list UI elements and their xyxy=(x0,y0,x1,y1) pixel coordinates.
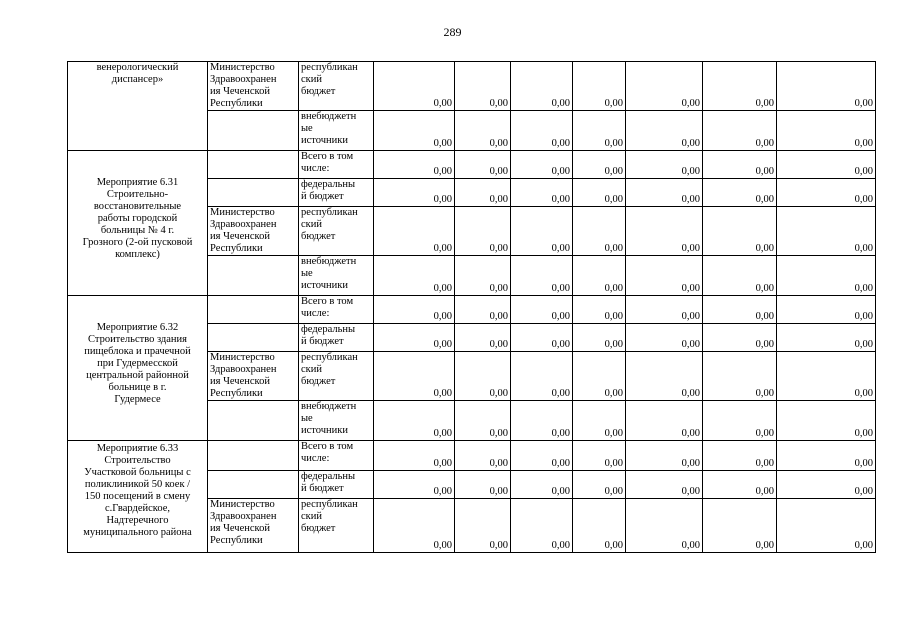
value-cell: 0,00 xyxy=(777,179,876,207)
value-cell: 0,00 xyxy=(374,111,455,151)
value-cell: 0,00 xyxy=(455,256,511,296)
funding-source-cell: республикан ский бюджет xyxy=(299,352,374,401)
budget-table xyxy=(67,61,876,553)
value-cell: 0,00 xyxy=(573,62,626,111)
value-cell: 0,00 xyxy=(703,62,777,111)
value-cell: 0,00 xyxy=(511,111,573,151)
value-cell: 0,00 xyxy=(455,441,511,471)
funding-source-cell: республикан ский бюджет xyxy=(299,499,374,553)
funding-source-cell: Всего в том числе: xyxy=(299,151,374,179)
value-cell: 0,00 xyxy=(455,151,511,179)
funding-source-cell: Всего в том числе: xyxy=(299,296,374,324)
funding-source-cell: внебюджетн ые источники xyxy=(299,401,374,441)
value-cell: 0,00 xyxy=(703,179,777,207)
table-row xyxy=(68,441,876,471)
event-cell: Мероприятие 6.32 Строительство здания пищеблока и прачечной при Гудермесской центральной районной больнице в г. Гудермесе xyxy=(68,296,208,441)
table-row xyxy=(68,151,876,179)
value-cell: 0,00 xyxy=(511,441,573,471)
value-cell: 0,00 xyxy=(511,324,573,352)
value-cell: 0,00 xyxy=(573,471,626,499)
value-cell: 0,00 xyxy=(777,499,876,553)
value-cell: 0,00 xyxy=(511,207,573,256)
value-cell: 0,00 xyxy=(573,401,626,441)
value-cell: 0,00 xyxy=(626,471,703,499)
value-cell: 0,00 xyxy=(455,62,511,111)
value-cell: 0,00 xyxy=(511,62,573,111)
value-cell: 0,00 xyxy=(573,179,626,207)
value-cell: 0,00 xyxy=(573,441,626,471)
value-cell: 0,00 xyxy=(573,499,626,553)
value-cell: 0,00 xyxy=(626,256,703,296)
value-cell: 0,00 xyxy=(374,352,455,401)
table-row xyxy=(68,296,876,324)
funding-source-cell: федеральны й бюджет xyxy=(299,324,374,352)
executor-cell xyxy=(208,179,299,207)
value-cell: 0,00 xyxy=(573,207,626,256)
value-cell: 0,00 xyxy=(511,256,573,296)
value-cell: 0,00 xyxy=(374,471,455,499)
value-cell: 0,00 xyxy=(703,296,777,324)
executor-cell xyxy=(208,471,299,499)
value-cell: 0,00 xyxy=(511,499,573,553)
value-cell: 0,00 xyxy=(374,62,455,111)
funding-source-cell: федеральны й бюджет xyxy=(299,179,374,207)
executor-cell xyxy=(208,441,299,471)
value-cell: 0,00 xyxy=(374,499,455,553)
value-cell: 0,00 xyxy=(626,499,703,553)
value-cell: 0,00 xyxy=(703,499,777,553)
value-cell: 0,00 xyxy=(511,401,573,441)
value-cell: 0,00 xyxy=(573,111,626,151)
value-cell: 0,00 xyxy=(626,62,703,111)
value-cell: 0,00 xyxy=(455,499,511,553)
executor-cell xyxy=(208,296,299,324)
event-cell: венерологический диспансер» xyxy=(68,62,208,151)
value-cell: 0,00 xyxy=(374,151,455,179)
table-body xyxy=(68,62,876,553)
value-cell: 0,00 xyxy=(703,441,777,471)
value-cell: 0,00 xyxy=(626,151,703,179)
value-cell: 0,00 xyxy=(455,471,511,499)
page-number: 289 xyxy=(443,25,462,39)
value-cell: 0,00 xyxy=(777,296,876,324)
funding-source-cell: внебюджетн ые источники xyxy=(299,111,374,151)
value-cell: 0,00 xyxy=(455,296,511,324)
value-cell: 0,00 xyxy=(511,352,573,401)
value-cell: 0,00 xyxy=(703,111,777,151)
value-cell: 0,00 xyxy=(511,296,573,324)
value-cell: 0,00 xyxy=(626,296,703,324)
value-cell: 0,00 xyxy=(374,179,455,207)
value-cell: 0,00 xyxy=(777,471,876,499)
value-cell: 0,00 xyxy=(777,111,876,151)
funding-source-cell: республикан ский бюджет xyxy=(299,62,374,111)
value-cell: 0,00 xyxy=(455,324,511,352)
value-cell: 0,00 xyxy=(455,179,511,207)
value-cell: 0,00 xyxy=(374,296,455,324)
value-cell: 0,00 xyxy=(626,207,703,256)
value-cell: 0,00 xyxy=(703,352,777,401)
value-cell: 0,00 xyxy=(374,441,455,471)
value-cell: 0,00 xyxy=(777,62,876,111)
executor-cell xyxy=(208,111,299,151)
value-cell: 0,00 xyxy=(573,352,626,401)
value-cell: 0,00 xyxy=(703,324,777,352)
value-cell: 0,00 xyxy=(511,471,573,499)
value-cell: 0,00 xyxy=(573,151,626,179)
value-cell: 0,00 xyxy=(573,296,626,324)
value-cell: 0,00 xyxy=(626,441,703,471)
funding-source-cell: Всего в том числе: xyxy=(299,441,374,471)
executor-cell xyxy=(208,256,299,296)
executor-cell: Министерство Здравоохранен ия Чеченской Республики xyxy=(208,207,299,256)
funding-source-cell: внебюджетн ые источники xyxy=(299,256,374,296)
value-cell: 0,00 xyxy=(626,179,703,207)
value-cell: 0,00 xyxy=(777,401,876,441)
executor-cell xyxy=(208,401,299,441)
value-cell: 0,00 xyxy=(703,151,777,179)
value-cell: 0,00 xyxy=(777,256,876,296)
executor-cell xyxy=(208,324,299,352)
executor-cell: Министерство Здравоохранен ия Чеченской Республики xyxy=(208,352,299,401)
value-cell: 0,00 xyxy=(703,401,777,441)
value-cell: 0,00 xyxy=(455,352,511,401)
funding-source-cell: республикан ский бюджет xyxy=(299,207,374,256)
value-cell: 0,00 xyxy=(455,207,511,256)
value-cell: 0,00 xyxy=(374,256,455,296)
executor-cell: Министерство Здравоохранен ия Чеченской Республики xyxy=(208,62,299,111)
value-cell: 0,00 xyxy=(455,111,511,151)
value-cell: 0,00 xyxy=(777,151,876,179)
value-cell: 0,00 xyxy=(703,207,777,256)
table-row xyxy=(68,62,876,111)
value-cell: 0,00 xyxy=(511,151,573,179)
value-cell: 0,00 xyxy=(374,324,455,352)
value-cell: 0,00 xyxy=(626,324,703,352)
value-cell: 0,00 xyxy=(777,352,876,401)
value-cell: 0,00 xyxy=(626,352,703,401)
value-cell: 0,00 xyxy=(511,179,573,207)
value-cell: 0,00 xyxy=(703,256,777,296)
value-cell: 0,00 xyxy=(573,256,626,296)
value-cell: 0,00 xyxy=(626,111,703,151)
funding-source-cell: федеральны й бюджет xyxy=(299,471,374,499)
event-cell: Мероприятие 6.33 Строительство Участковой больницы с поликлиникой 50 коек / 150 посещений в смену с.Гвардейское, Надтеречного муниципального района xyxy=(68,441,208,553)
value-cell: 0,00 xyxy=(777,441,876,471)
event-cell: Мероприятие 6.31 Строительно- восстановительные работы городской больницы № 4 г. Грозного (2-ой пусковой комплекс) xyxy=(68,151,208,296)
value-cell: 0,00 xyxy=(455,401,511,441)
value-cell: 0,00 xyxy=(777,324,876,352)
value-cell: 0,00 xyxy=(703,471,777,499)
executor-cell: Министерство Здравоохранен ия Чеченской Республики xyxy=(208,499,299,553)
executor-cell xyxy=(208,151,299,179)
value-cell: 0,00 xyxy=(374,207,455,256)
value-cell: 0,00 xyxy=(573,324,626,352)
value-cell: 0,00 xyxy=(626,401,703,441)
value-cell: 0,00 xyxy=(777,207,876,256)
value-cell: 0,00 xyxy=(374,401,455,441)
